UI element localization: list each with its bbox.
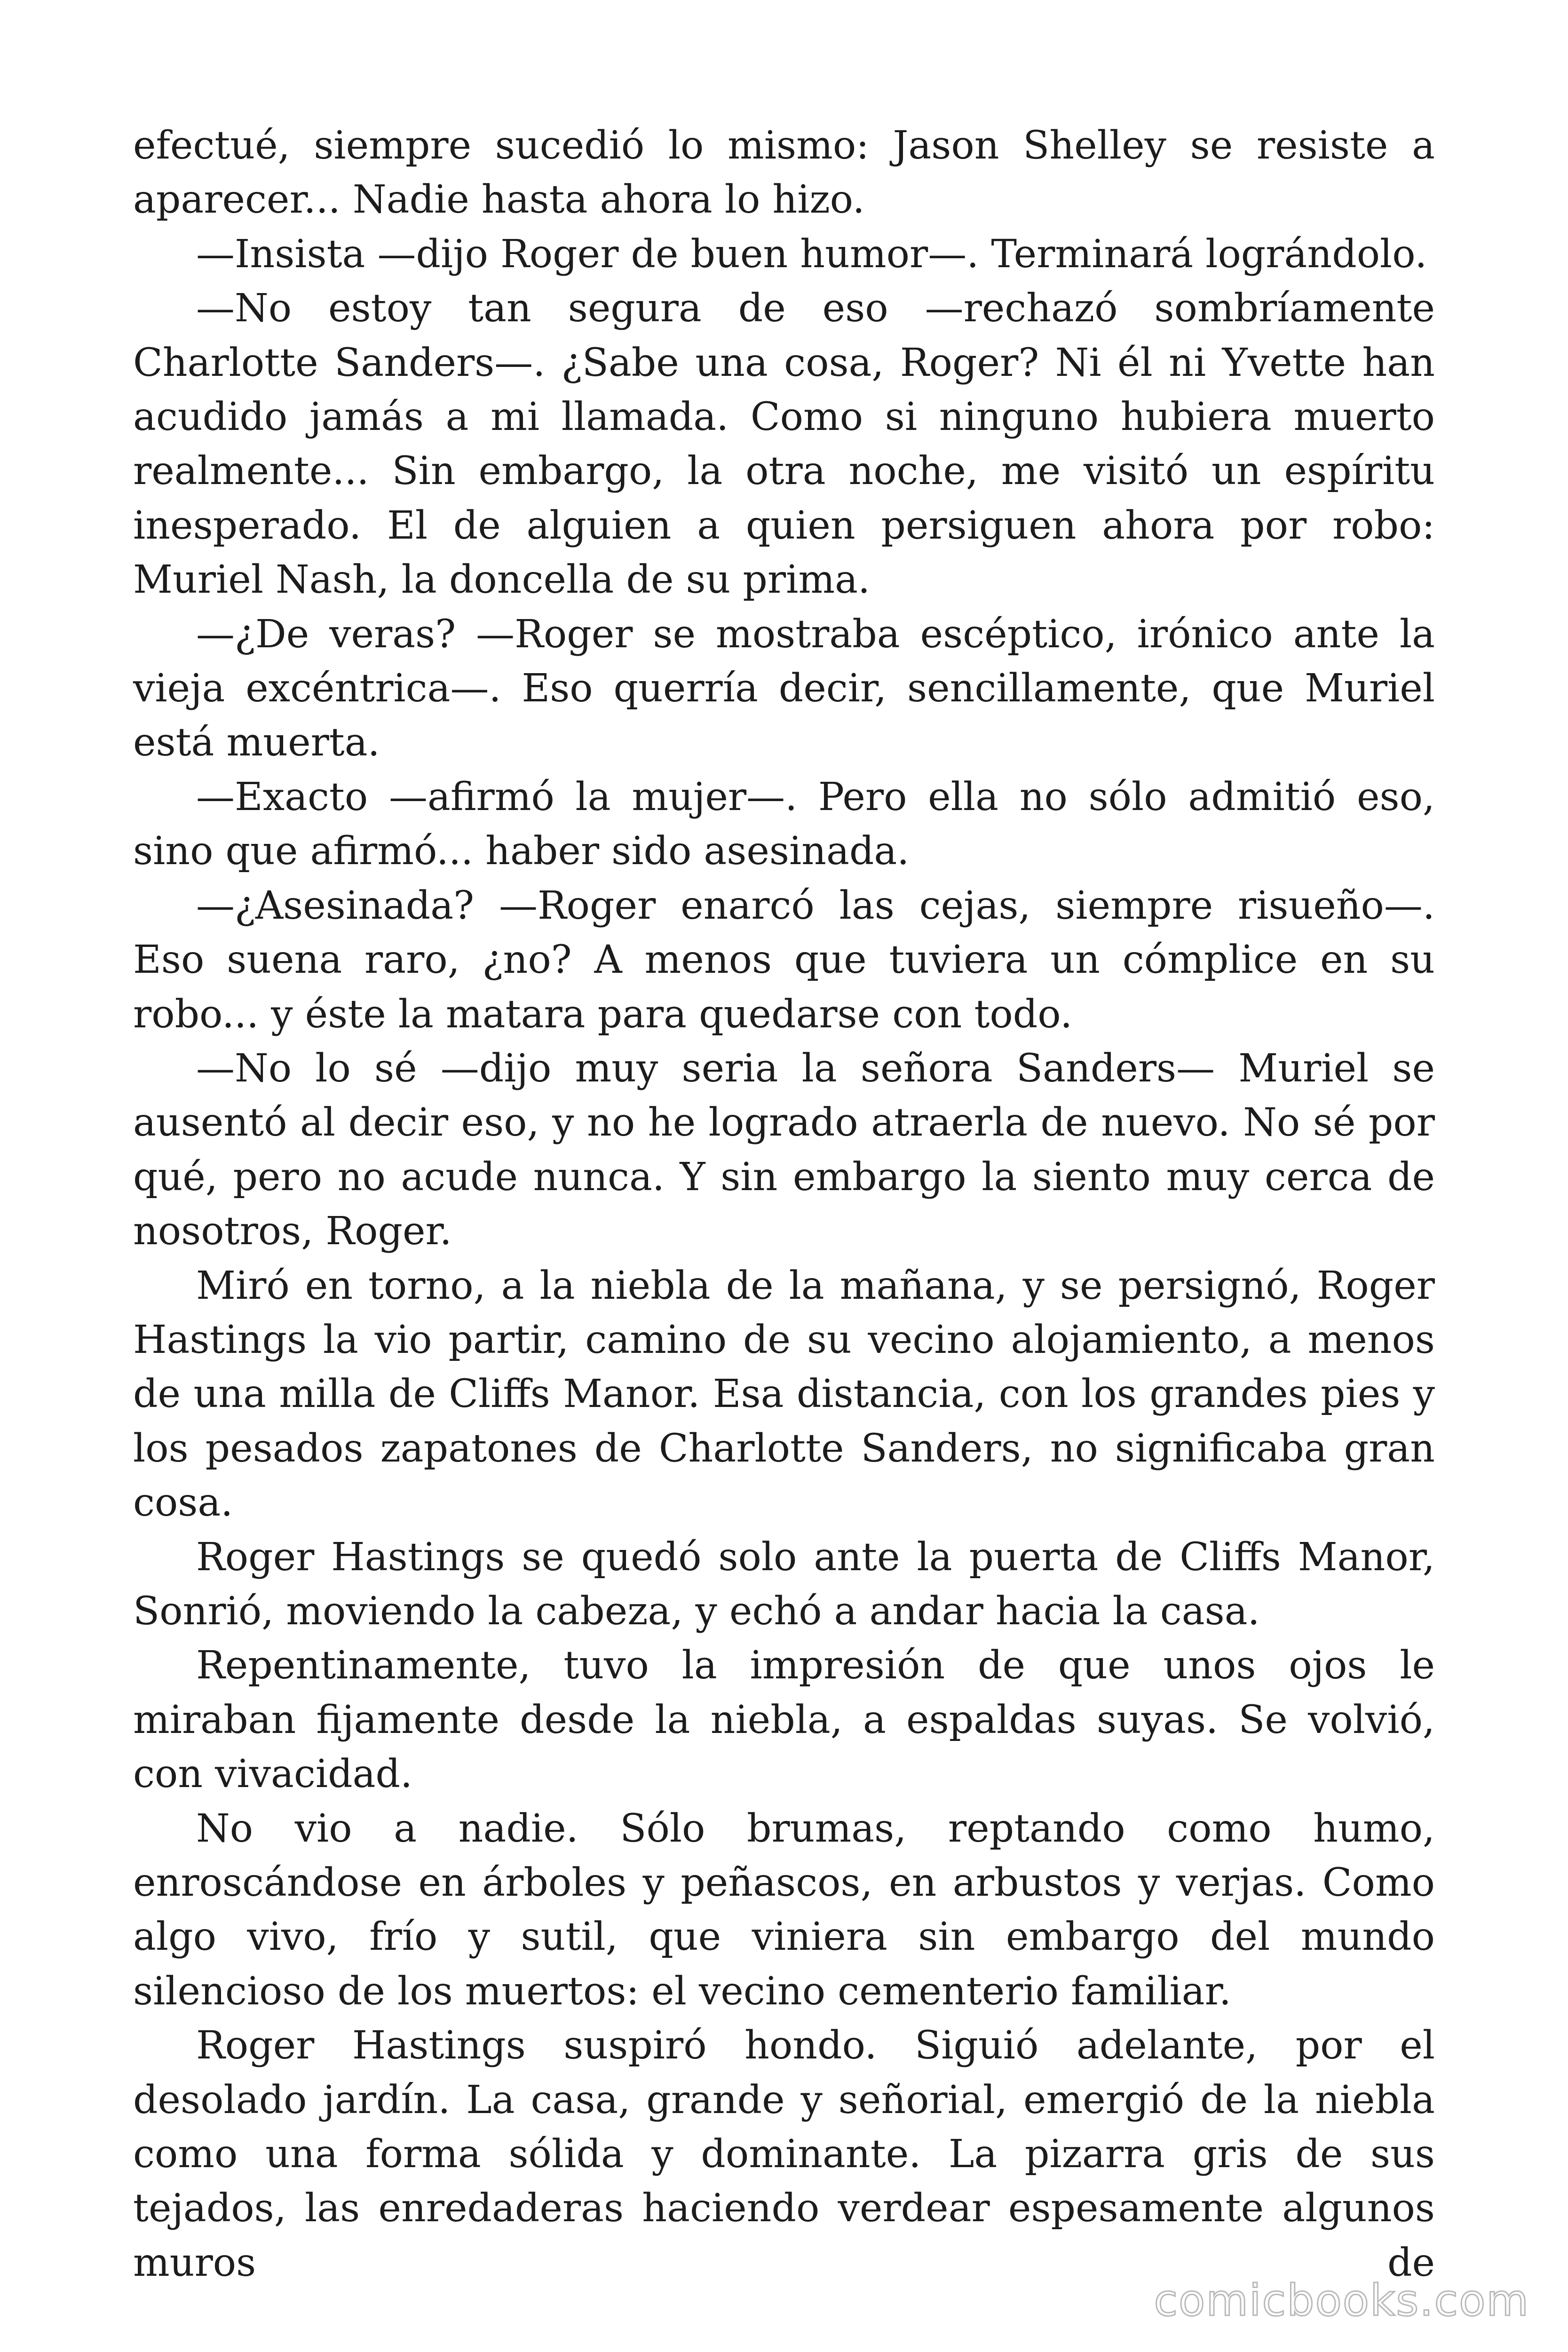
paragraph: —No lo sé —dijo muy seria la señora Sanders— Muriel se ausentó al decir eso, y no he logrado atraerla de nuevo. No sé por qué, pero no acude nunca. Y sin embargo la siento muy cerca de nosotros, Roger. <box>133 1046 1435 1254</box>
paragraph-last: Roger Hastings suspiró hondo. Siguió adelante, por el desolado jardín. La casa, grande y señorial, emergió de la niebla como una forma sólida y dominante. La pizarra gris de sus tejados, las enredaderas haciendo verdear espesamente algunos muros de <box>133 2023 1435 2285</box>
paragraph: —Exacto —afirmó la mujer—. Pero ella no sólo admitió eso, sino que afirmó... haber sido asesinada. <box>133 774 1435 874</box>
paragraph: —No estoy tan segura de eso —rechazó sombríamente Charlotte Sanders—. ¿Sabe una cosa, Roger? Ni él ni Yvette han acudido jamás a mi llamada. Como si ninguno hubiera muerto realmente... Sin embargo, la otra noche, me visitó un espíritu inesperado. El de alguien a quien persiguen ahora por robo: Muriel Nash, la doncella de su prima. <box>133 286 1435 603</box>
paragraph: Roger Hastings se quedó solo ante la puerta de Cliffs Manor, Sonrió, moviendo la cabeza, y echó a andar hacia la casa. <box>133 1534 1435 1634</box>
body-text <box>133 119 1435 2290</box>
paragraph-continued: efectué, siempre sucedió lo mismo: Jason Shelley se resiste a aparecer... Nadie hasta ahora lo hizo. <box>133 123 1435 222</box>
paragraph: —¿Asesinada? —Roger enarcó las cejas, siempre risueño—. Eso suena raro, ¿no? A menos que tuviera un cómplice en su robo... y éste la matara para quedarse con todo. <box>133 883 1435 1037</box>
paragraph: No vio a nadie. Sólo brumas, reptando como humo, enroscándose en árboles y peñascos, en arbustos y verjas. Como algo vivo, frío y sutil, que viniera sin embargo del mundo silencioso de los muertos: el vecino cementerio familiar. <box>133 1806 1435 2014</box>
watermark: comicbooks.com <box>1154 2275 1529 2326</box>
paragraph: —Insista —dijo Roger de buen humor—. Terminará lográndolo. <box>196 231 1427 277</box>
paragraph: Repentinamente, tuvo la impresión de que unos ojos le miraban fijamente desde la niebla, a espaldas suyas. Se volvió, con vivacidad. <box>133 1643 1435 1797</box>
paragraph: Miró en torno, a la niebla de la mañana, y se persignó, Roger Hastings la vio partir, camino de su vecino alojamiento, a menos de una milla de Cliffs Manor. Esa distancia, con los grandes pies y los pesados zapatones de Charlotte Sanders, no significaba gran cosa. <box>133 1263 1435 1526</box>
paragraph: —¿De veras? —Roger se mostraba escéptico, irónico ante la vieja excéntrica—. Eso querría decir, sencillamente, que Muriel está muerta. <box>133 612 1435 765</box>
